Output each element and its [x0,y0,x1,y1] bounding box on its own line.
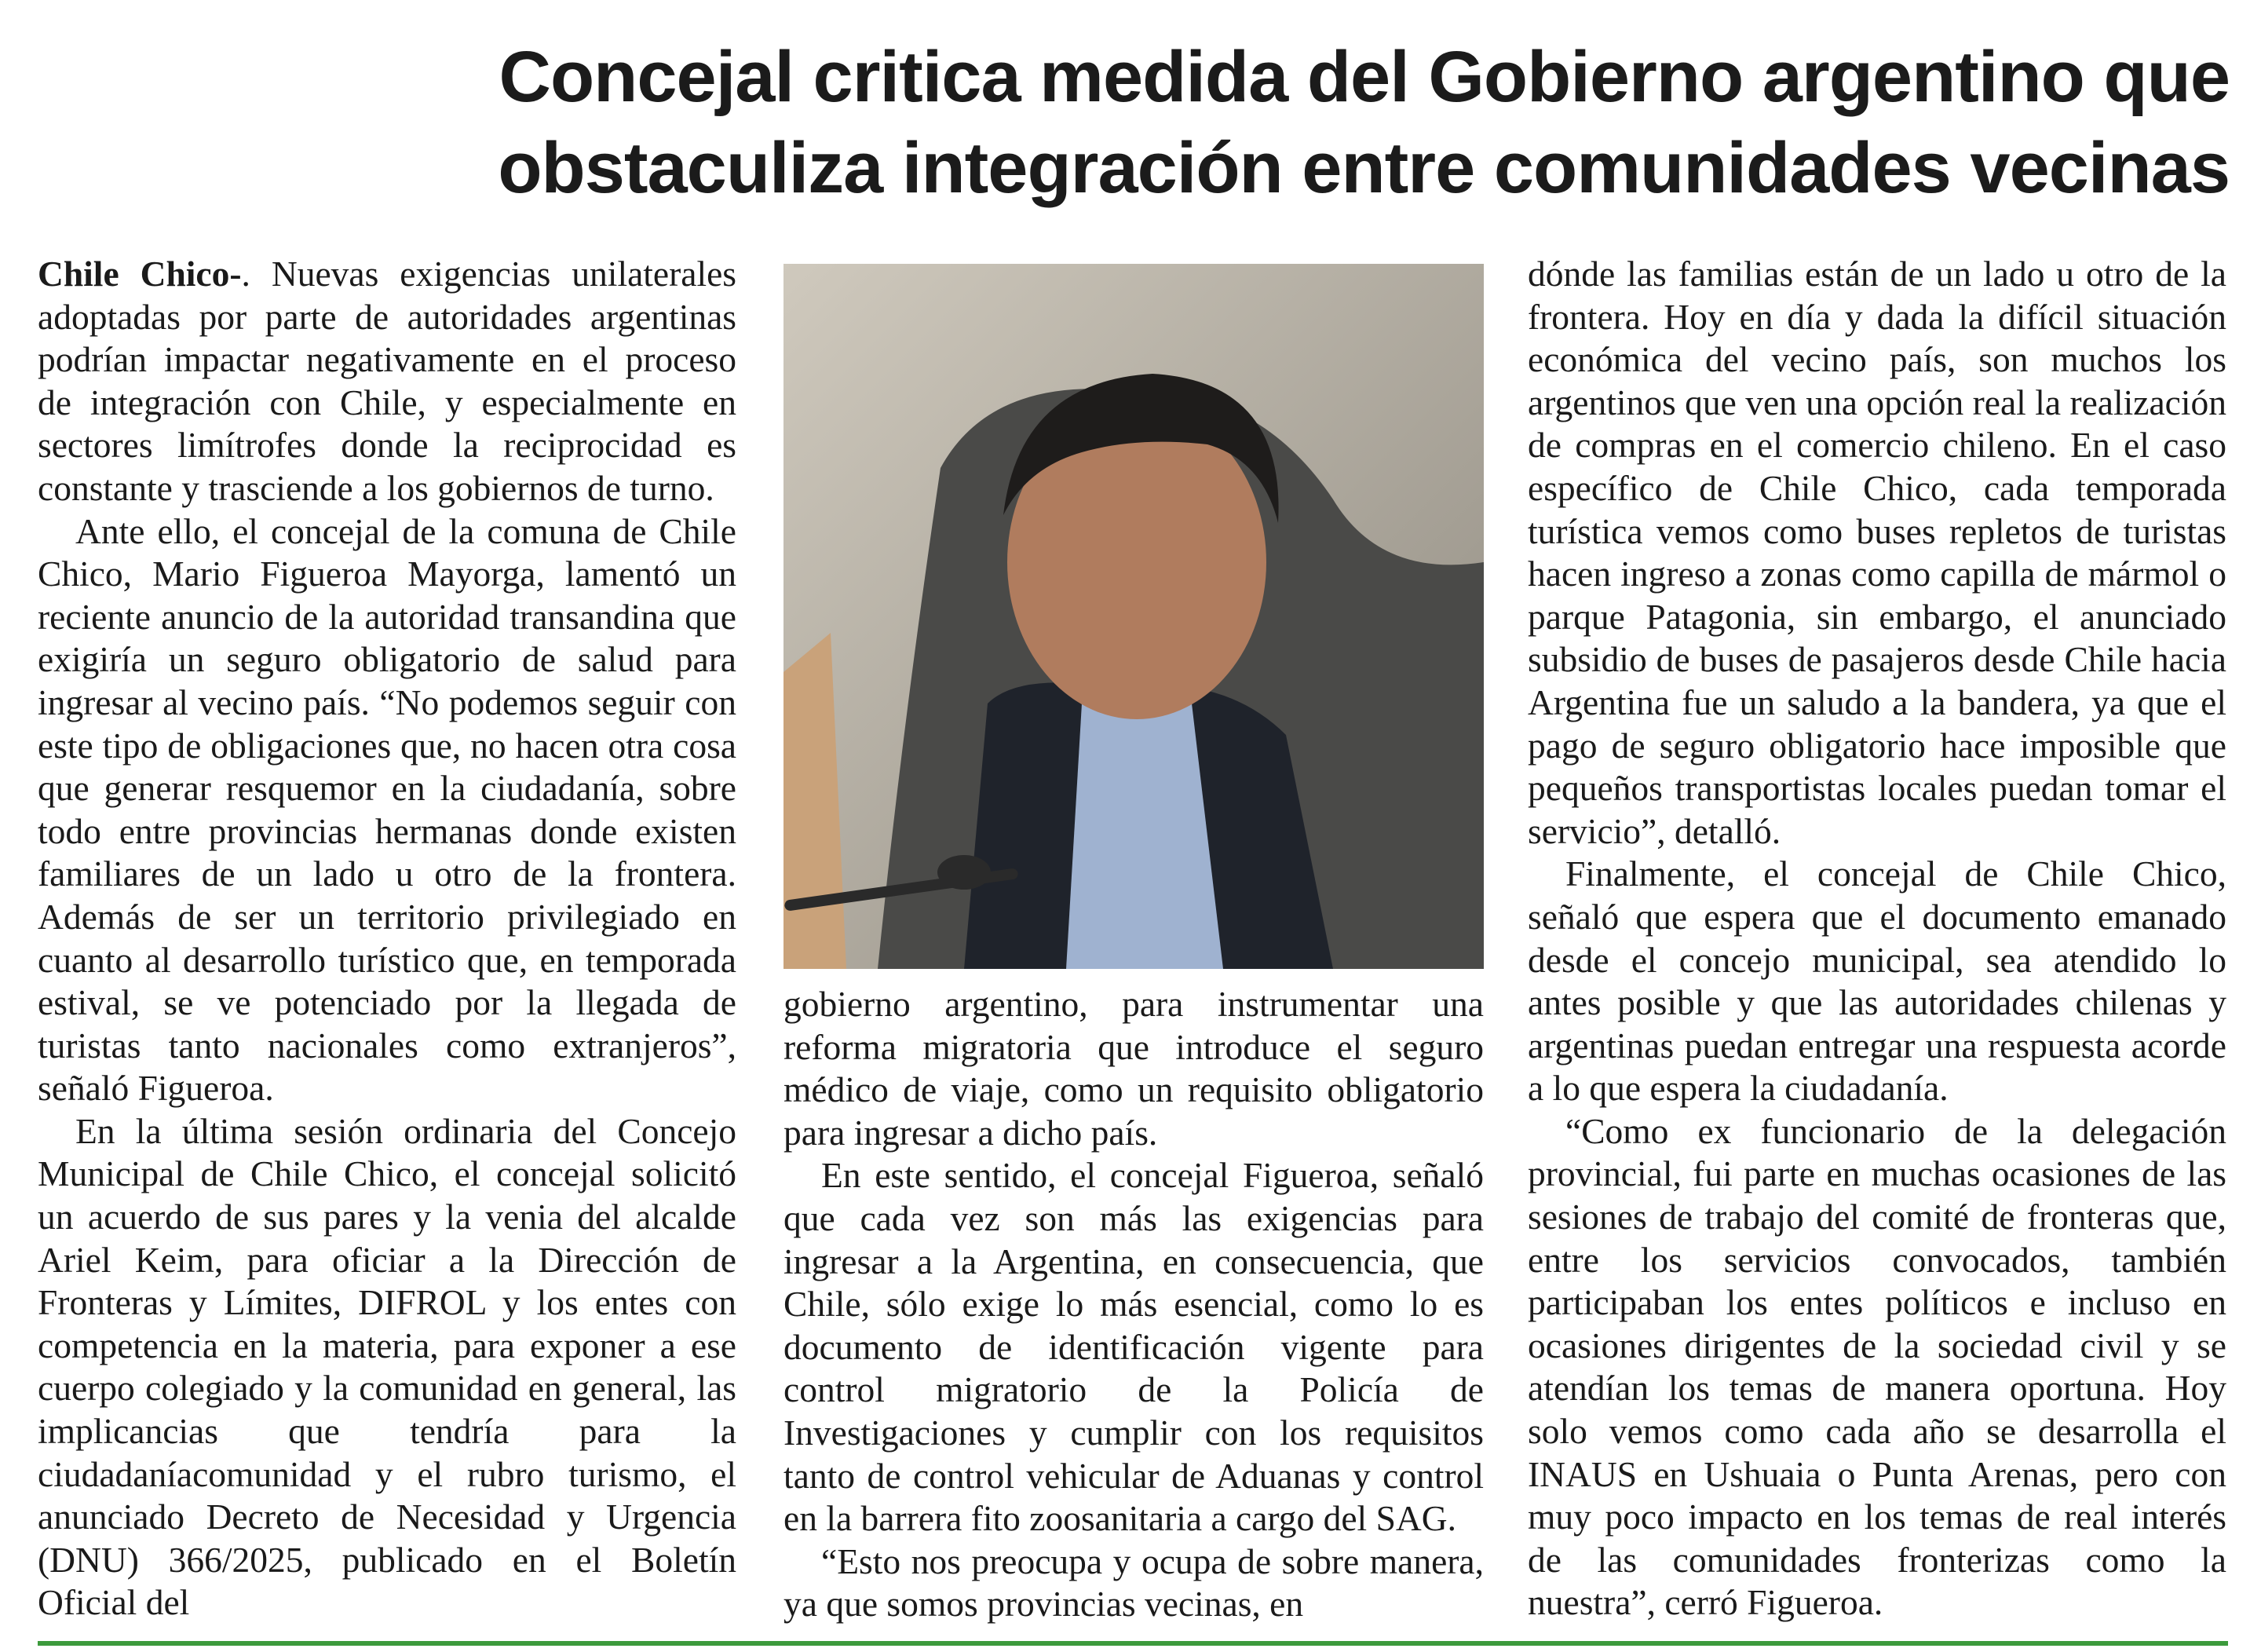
paragraph-text: . Nuevas exigencias unilaterales adoptadas por parte de autoridades argentinas podrían impactar negativamente en el proceso de integración con Chile, y especialmente en sectores limítrofes donde la reciprocidad es constante y trasciende a los gobiernos de turno. [38,254,737,508]
paragraph: gobierno argentino, para instrumentar una reforma migratoria que introduce el seguro médico de viaje, como un requisito obligatorio para ingresar a dicho país. [783,984,1484,1153]
article-column-3 [1528,253,2226,1623]
paragraph: dónde las familias están de un lado u otro de la frontera. Hoy en día y dada la difícil situación económica del vecino país, son muchos los argentinos que ven una opción real la realización de compras en el comercio chileno. En el caso específico de Chile Chico, cada temporada turística vemos como buses repletos de turistas hacen ingreso a zonas como capilla de mármol o parque Patagonia, sin embargo, el anunciado subsidio de buses de pasajeros desde Chile hacia Argentina fue un saludo a la bandera, ya que el pago de seguro obligatorio hace imposible que pequeños transportistas locales puedan tomar el servicio”, detalló. [1528,254,2226,851]
article-photo [783,264,1484,969]
dateline: Chile Chico- [38,254,242,294]
paragraph: En este sentido, el concejal Figueroa, señaló que cada vez son más las exigencias para ingresar a la Argentina, en consecuencia, que Chile, sólo exige lo más esencial, como lo es documento de identificación vigente para control migratorio de la Policía de Investigaciones y cumplir con los requisitos tanto de control vehicular de Aduanas y control en la barrera fito zoosanitaria a cargo del SAG. [783,1155,1484,1539]
paragraph: “Esto nos preocupa y ocupa de sobre manera, ya que somos provincias vecinas, en [783,1541,1484,1625]
article-column-1 [38,253,737,1623]
headline: Concejal critica medida del Gobierno argentino que obstaculiza integración entre comunidades vecinas [498,37,2230,208]
paragraph: En la última sesión ordinaria del Concejo Municipal de Chile Chico, el concejal solicitó un acuerdo de sus pares y la venia del alcalde Ariel Keim, para oficiar a la Dirección de Fronteras y Límites, DIFROL y los entes con competencia en la materia, para exponer a ese cuerpo colegiado y la comunidad en general, las implicancias que tendría para la ciudadaníacomunidad y el rubro turismo, el anunciado Decreto de Necesidad y Urgencia (DNU) 366/2025, publicado en el Boletín Oficial del [38,1110,736,1623]
paragraph: Finalmente, el concejal de Chile Chico, señaló que espera que el documento emanado desde el concejo municipal, sea atendido lo antes posible y que las autoridades chilenas y argentinas puedan entregar una respuesta acorde a lo que espera la ciudadanía. [1528,853,2226,1109]
paragraph [38,253,736,510]
paragraph: Ante ello, el concejal de la comuna de Chile Chico, Mario Figueroa Mayorga, lamentó un reciente anuncio de la autoridad transandina que exigiría un seguro obligatorio de salud para ingresar al vecino país. “No podemos seguir con este tipo de obligaciones que, no hacen otra cosa que generar resquemor en la ciudadanía, sobre todo entre provincias hermanas donde existen familiares de un lado u otro de la frontera. Además de ser un territorio privilegiado en cuanto al desarrollo turístico que, en temporada estival, se ve potenciado por la llegada de turistas tanto nacionales como extranjeros”, señaló Figueroa. [38,510,736,1109]
bottom-divider [38,1641,2228,1646]
portrait-illustration [783,264,1484,969]
article-column-2 [783,983,1484,1627]
paragraph: “Como ex funcionario de la delegación provincial, fui parte en muchas ocasiones de las sesiones de trabajo del comité de fronteras que, entre los servicios convocados, también participaban los entes políticos e incluso en ocasiones dirigentes de la sociedad civil y se atendían los temas de manera oportuna. Hoy solo vemos como cada año se desarrolla el INAUS en Ushuaia o Punta Arenas, pero con muy poco impacto en los temas de real interés de las comunidades fronterizas como la nuestra”, cerró Figueroa. [1528,1110,2226,1623]
